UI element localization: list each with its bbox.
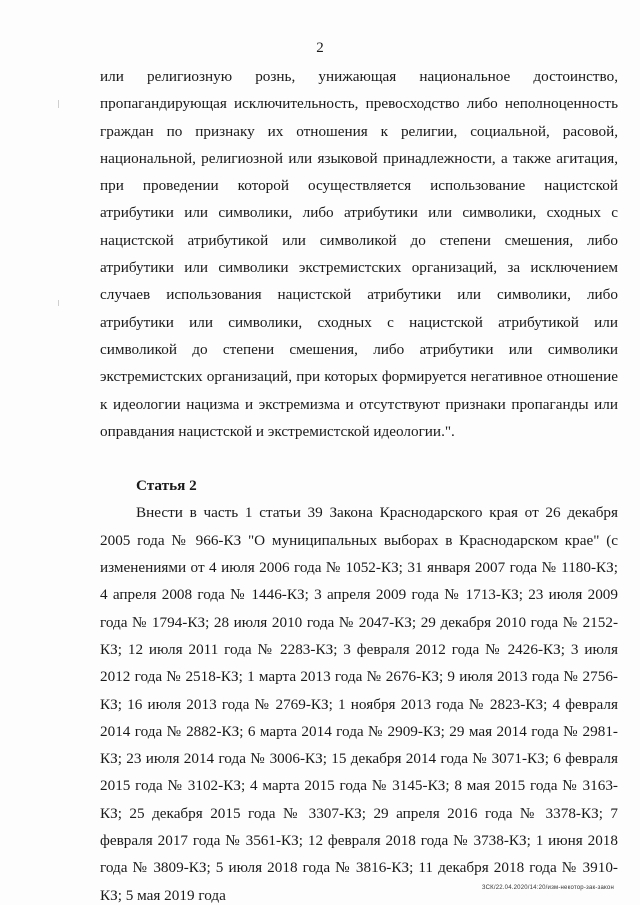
scan-edge-mark bbox=[58, 100, 59, 108]
article-paragraph: Внести в часть 1 статьи 39 Закона Краснодарского края от 26 декабря 2005 года № 966-КЗ "О муниципальных выборах в Краснодарском крае" (с изменениями от 4 июля 2006 года № 1052-КЗ; 31 января 2007 года № 1180-КЗ; 4 апреля 2008 года № 1446-КЗ; 3 апреля 2009 года № 1713-КЗ; 23 июля 2009 года № 1794-КЗ; 28 июля 2010 года № 2047-КЗ; 29 декабря 2010 года № 2152-КЗ; 12 июля 2011 года № 2283-КЗ; 3 февраля 2012 года № 2426-КЗ; 3 июля 2012 года № 2518-КЗ; 1 марта 2013 года № 2676-КЗ; 9 июля 2013 года № 2756-КЗ; 16 июля 2013 года № 2769-КЗ; 1 ноября 2013 года № 2823-КЗ; 4 февраля 2014 года № 2882-КЗ; 6 марта 2014 года № 2909-КЗ; 29 мая 2014 года № 2981-КЗ; 23 июля 2014 года № 3006-КЗ; 15 декабря 2014 года № 3071-КЗ; 6 февраля 2015 года № 3102-КЗ; 4 марта 2015 года № 3145-КЗ; 8 мая 2015 года № 3163-КЗ; 25 декабря 2015 года № 3307-КЗ; 29 апреля 2016 года № 3378-КЗ; 7 февраля 2017 года № 3561-КЗ; 12 февраля 2018 года № 3738-КЗ; 1 июня 2018 года № 3809-КЗ; 5 июля 2018 года № 3816-КЗ; 11 декабря 2018 года № 3910-КЗ; 5 мая 2019 года bbox=[100, 504, 618, 904]
article-heading: Статья 2 bbox=[136, 477, 197, 495]
scan-edge-mark bbox=[58, 300, 59, 306]
file-code-footer: ЗСК/22.04.2020/14:20/изм-некотор-зак-закон bbox=[481, 885, 614, 891]
page-number: 2 bbox=[316, 40, 324, 56]
document-body bbox=[100, 63, 618, 909]
continuation-paragraph: или религиозную рознь, унижающая национальное достоинство, пропагандирующая исключительность, превосходство либо неполноценность граждан по признаку их отношения к религии, социальной, расовой, национальной, религиозной или языковой принадлежности, а также агитация, при проведении которой осуществляется использование нацистской атрибутики или символики, либо атрибутики или символики, сходных с нацистской атрибутикой или символикой до степени смешения, либо атрибутики или символики экстремистских организаций, за исключением случаев использования нацистской атрибутики или символики, либо атрибутики или символики, сходных с нацистской атрибутикой или символикой до степени смешения, либо атрибутики или символики экстремистских организаций, при которых формируется негативное отношение к идеологии нацизма и экстремизма и отсутствуют признаки пропаганды или оправдания нацистской и экстремистской идеологии.". bbox=[100, 68, 618, 440]
